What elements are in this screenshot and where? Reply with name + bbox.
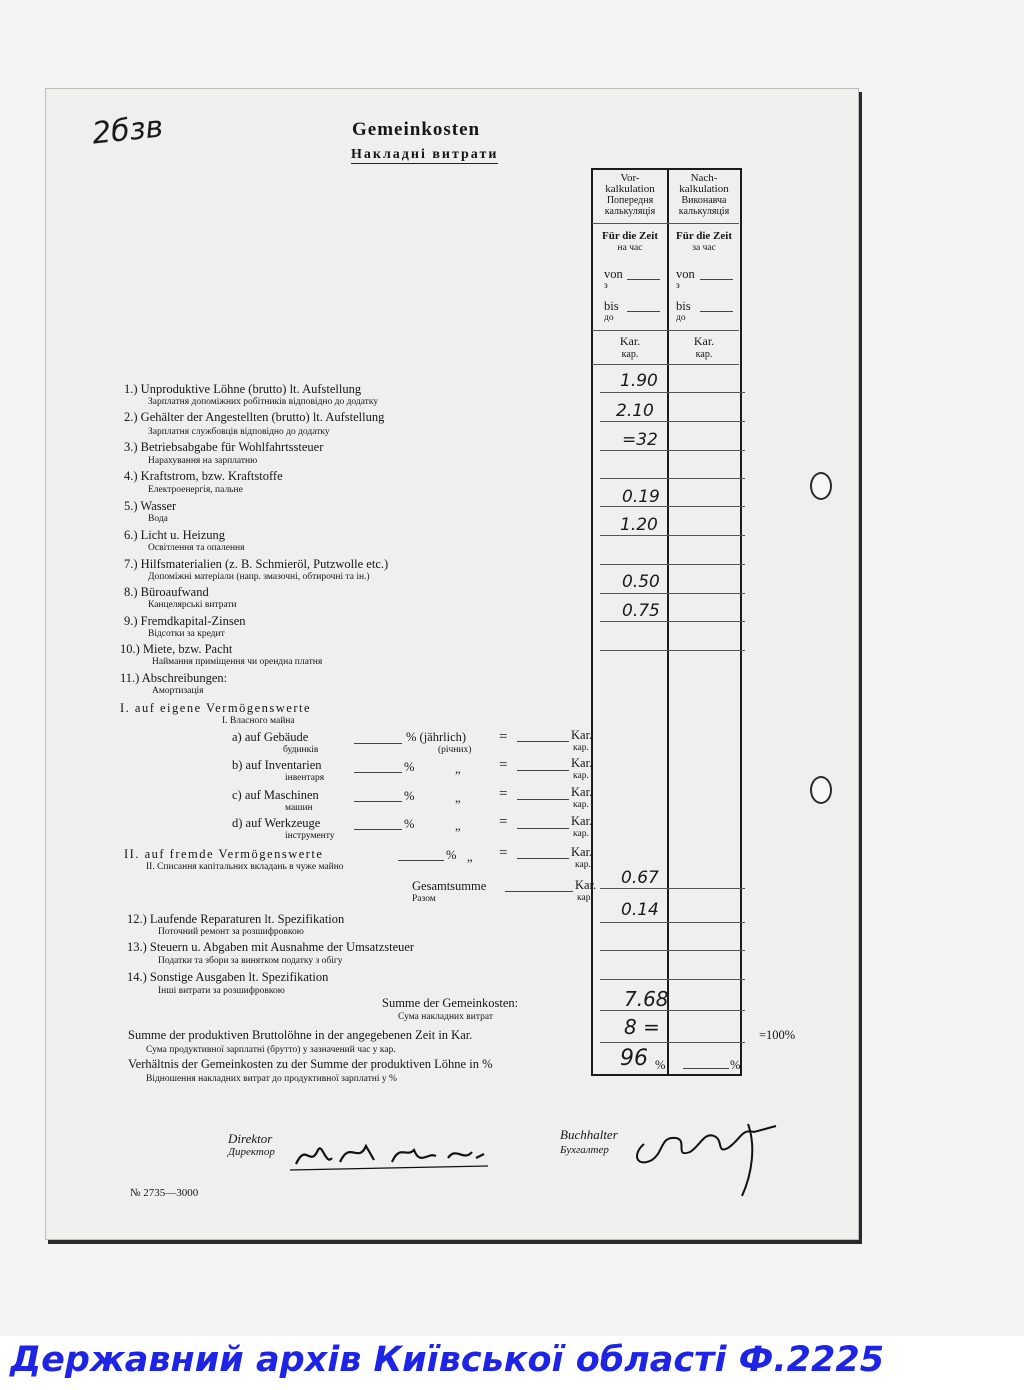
archive-caption: Державний архів Київської області Ф.2225 [10, 1340, 885, 1380]
dep-machines-label-uk: машин [285, 803, 313, 813]
dep-inventory-kar-uk: кар. [573, 771, 589, 781]
total-label-uk: Разом [412, 894, 436, 904]
item-10-label: 10.) Miete, bzw. Pacht [120, 642, 233, 656]
value-item-1: 1.90 [620, 371, 658, 391]
item-3-label-uk: Нарахування на зарплатню [148, 456, 258, 466]
productive-wages-label-uk: Сума продуктивної зарплатні (брутто) у зазначений час у кар. [146, 1045, 396, 1055]
value-total: 0.67 [621, 868, 659, 888]
dep-tools-ditto: „ [455, 819, 461, 833]
dep-buildings-label: a) auf Gebäude [232, 730, 309, 744]
item-2-label: 2.) Gehälter der Angestellten (brutto) lt. Aufstellung [124, 410, 385, 424]
dep-inventory-ditto: „ [455, 762, 461, 776]
dep-machines-ditto: „ [455, 791, 461, 805]
item-7-label-uk: Допоміжні матеріали (напр. змазочні, обтирочні та ін.) [148, 572, 370, 582]
dep-machines-kar: Kar. [571, 785, 593, 799]
dep-tools-kar-uk: кар. [573, 829, 589, 839]
item-6-label-uk: Освітлення та опалення [148, 543, 245, 553]
item-9-label-uk: Відсотки за кредит [148, 629, 225, 639]
foreign-assets-ditto: „ [467, 850, 473, 864]
dep-inventory-label: b) auf Inventarien [232, 758, 322, 772]
total-kar-uk: кар. [577, 893, 593, 903]
punch-hole-top [810, 472, 832, 500]
dep-machines-equals: = [499, 786, 508, 802]
archive-caption-bar [0, 1336, 1024, 1390]
value-item-8: 0.75 [622, 601, 660, 621]
item-11-label-uk: Амортизація [152, 686, 204, 696]
col-vor-header: Vor- kalkulation Попередня калькуляція [604, 172, 656, 217]
item-14-label: 14.) Sonstige Ausgaben lt. Spezifikation [127, 970, 329, 984]
accountant-signature [630, 1106, 780, 1202]
item-2-label-uk: Зарплатня службовців відповідно до додатку [148, 427, 330, 437]
dep-buildings-equals: = [499, 729, 508, 745]
own-assets-label: I. auf eigene Vermögenswerte [120, 701, 312, 715]
punch-hole-bottom [810, 776, 832, 804]
col-nach-header: Nach- kalkulation Виконавча калькуляція [678, 172, 730, 217]
item-5-label-uk: Вода [148, 514, 168, 524]
accountant-label: Buchhalter [560, 1127, 618, 1142]
von-label-nach: von [676, 267, 695, 281]
item-13-label: 13.) Steuern u. Abgaben mit Ausnahme der Umsatzsteuer [127, 940, 415, 954]
unit-label-vor-uk: кар. [621, 349, 639, 360]
item-11-label: 11.) Abschreibungen: [120, 671, 228, 685]
value-productive: 8 = [624, 1015, 660, 1039]
item-3-label: 3.) Betriebsabgabe für Wohlfahrtssteuer [124, 440, 324, 454]
period-label-vor-uk: на час [617, 243, 643, 253]
dep-inventory-label-uk: інвентаря [285, 773, 325, 783]
item-1-label: 1.) Unproduktive Löhne (brutto) lt. Aufstellung [124, 382, 362, 396]
foreign-assets-kar: Kar. [571, 845, 593, 859]
value-item-6: 1.20 [620, 515, 658, 535]
dep-buildings-label-uk: будинків [283, 745, 319, 755]
dep-yearly-label-uk: (річних) [438, 745, 472, 755]
foreign-assets-equals: = [499, 845, 508, 861]
form-title-de: Gemeinkosten [352, 119, 481, 140]
bis-label-vor: bis [604, 299, 619, 313]
dep-buildings-kar: Kar. [571, 728, 593, 742]
item-4-label-uk: Електроенергія, пальне [148, 485, 243, 495]
ratio-label: Verhältnis der Gemeinkosten zu der Summe der produktiven Löhne in % [128, 1057, 493, 1071]
ratio-pct-vor: % [655, 1058, 666, 1072]
period-label-vor: Für die Zeit [601, 230, 658, 242]
item-12-label: 12.) Laufende Reparaturen lt. Spezifikation [127, 912, 345, 926]
dep-tools-pct: % [404, 817, 415, 831]
total-kar: Kar. [575, 878, 597, 892]
value-item-2: 2.10 [616, 401, 654, 421]
item-7-label: 7.) Hilfsmaterialien (z. B. Schmieröl, Putzwolle etc.) [124, 557, 389, 571]
value-item-7: 0.50 [622, 572, 660, 592]
accountant-label-uk: Бухгалтер [560, 1144, 609, 1156]
unit-label-vor: Kar. [619, 334, 641, 348]
ratio-pct-nach: % [730, 1058, 741, 1072]
period-label-nach: Für die Zeit [675, 230, 732, 242]
item-8-label: 8.) Büroaufwand [124, 585, 209, 599]
director-label-uk: Директор [228, 1146, 275, 1158]
own-assets-label-uk: I. Власного майна [222, 716, 295, 726]
sum-label-uk: Сума накладних витрат [398, 1012, 493, 1022]
dep-inventory-pct: % [404, 760, 415, 774]
value-sum: 7.68 [624, 987, 669, 1011]
dep-tools-label-uk: інструменту [285, 831, 335, 841]
bis-label-nach: bis [676, 299, 691, 313]
unit-label-nach: Kar. [693, 334, 715, 348]
productive-wages-label: Summe der produktiven Bruttolöhne in der angegebenen Zeit in Kar. [128, 1028, 473, 1042]
ratio-label-uk: Відношення накладних витрат до продуктивної зарплатні у % [146, 1074, 397, 1084]
dep-machines-pct: % [404, 789, 415, 803]
item-13-label-uk: Податки та збори за винятком податку з обігу [158, 956, 343, 966]
bis-label-nach-uk: до [676, 313, 686, 323]
dep-machines-kar-uk: кар. [573, 800, 589, 810]
dep-yearly-label: % (jährlich) [406, 730, 467, 744]
item-6-label: 6.) Licht u. Heizung [124, 528, 226, 542]
foreign-assets-label: II. auf fremde Vermögenswerte [124, 847, 324, 861]
hundred-percent-label: =100% [759, 1028, 796, 1042]
item-5-label: 5.) Wasser [124, 499, 177, 513]
item-8-label-uk: Канцелярські витрати [148, 600, 237, 610]
unit-label-nach-uk: кар. [695, 349, 713, 360]
dep-tools-label: d) auf Werkzeuge [232, 816, 321, 830]
director-signature [288, 1128, 498, 1180]
foreign-assets-label-uk: II. Списання капітальних вкладань в чуже майно [146, 862, 344, 872]
dep-inventory-kar: Kar. [571, 756, 593, 770]
bis-label-vor-uk: до [604, 313, 614, 323]
form-number: № 2735—3000 [130, 1187, 199, 1199]
form-title-uk: Накладні витрати [351, 147, 499, 162]
value-item-3: =32 [622, 430, 658, 450]
item-1-label-uk: Зарплатня допоміжних робітників відповідно до додатку [148, 397, 379, 407]
foreign-assets-pct: % [446, 848, 457, 862]
total-label: Gesamtsumme [412, 879, 487, 893]
sum-label: Summe der Gemeinkosten: [382, 996, 519, 1010]
von-label-vor-uk: з [604, 281, 608, 291]
period-label-nach-uk: за час [692, 243, 716, 253]
dep-machines-label: c) auf Maschinen [232, 788, 319, 802]
value-ratio: 96 [620, 1046, 648, 1071]
item-14-label-uk: Інші витрати за розшифровкою [158, 986, 285, 996]
foreign-assets-kar-uk: кар. [575, 860, 591, 870]
von-label-nach-uk: з [676, 281, 680, 291]
item-4-label: 4.) Kraftstrom, bzw. Kraftstoffe [124, 469, 283, 483]
dep-buildings-kar-uk: кар. [573, 743, 589, 753]
dep-inventory-equals: = [499, 757, 508, 773]
director-label: Direktor [228, 1131, 273, 1146]
item-9-label: 9.) Fremdkapital-Zinsen [124, 614, 246, 628]
item-12-label-uk: Поточний ремонт за розшифровкою [158, 927, 304, 937]
archive-number: 2бзв [90, 109, 165, 152]
value-item-5: 0.19 [622, 487, 660, 507]
item-10-label-uk: Наймання приміщення чи орендна платня [152, 657, 323, 667]
von-label-vor: von [604, 267, 623, 281]
dep-tools-equals: = [499, 814, 508, 830]
dep-tools-kar: Kar. [571, 814, 593, 828]
value-item-12: 0.14 [621, 900, 659, 920]
